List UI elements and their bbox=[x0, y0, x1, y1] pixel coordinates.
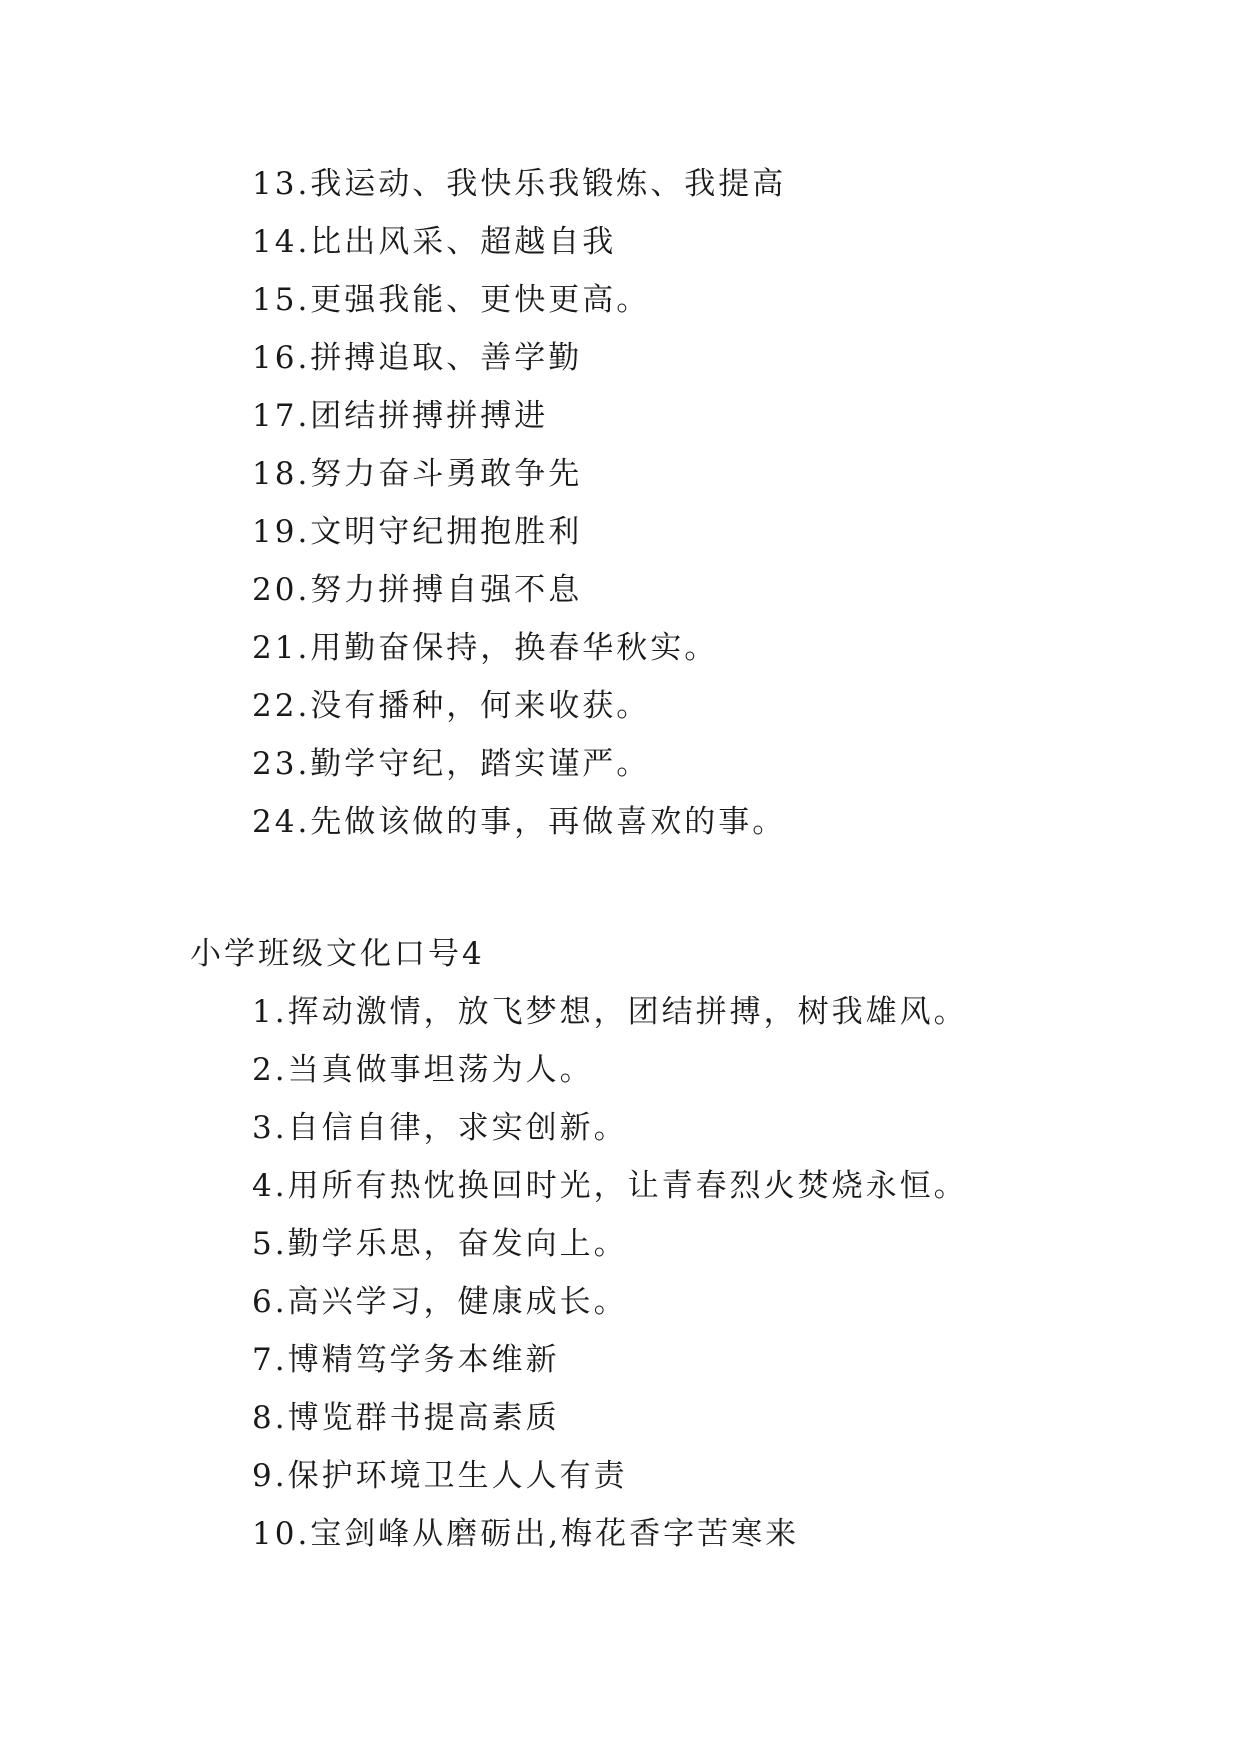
list-item: 24.先做该做的事，再做喜欢的事。 bbox=[252, 804, 787, 840]
list-item: 8.博览群书提高素质 bbox=[252, 1400, 560, 1436]
list-item: 2.当真做事坦荡为人。 bbox=[252, 1052, 594, 1088]
section-heading: 小学班级文化口号4 bbox=[190, 936, 485, 972]
list-item: 13.我运动、我快乐我锻炼、我提高 bbox=[252, 166, 787, 202]
list-item: 18.努力奋斗勇敢争先 bbox=[252, 456, 583, 492]
slogan-list bbox=[0, 983, 1241, 1563]
list-item: 6.高兴学习，健康成长。 bbox=[252, 1284, 628, 1320]
list-item: 15.更强我能、更快更高。 bbox=[252, 282, 651, 318]
list-item: 23.勤学守纪，踏实谨严。 bbox=[252, 746, 651, 782]
list-item: 21.用勤奋保持，换春华秋实。 bbox=[252, 630, 719, 666]
list-item: 17.团结拼搏拼搏进 bbox=[252, 398, 549, 434]
list-item: 10.宝剑峰从磨砺出,梅花香字苦寒来 bbox=[252, 1516, 800, 1552]
list-item: 3.自信自律，求实创新。 bbox=[252, 1110, 628, 1146]
list-item: 22.没有播种，何来收获。 bbox=[252, 688, 651, 724]
list-item: 14.比出风采、超越自我 bbox=[252, 224, 617, 260]
list-item: 1.挥动激情，放飞梦想，团结拼搏，树我雄风。 bbox=[252, 994, 968, 1030]
list-item: 4.用所有热忱换回时光，让青春烈火焚烧永恒。 bbox=[252, 1168, 968, 1204]
list-item: 20.努力拼搏自强不息 bbox=[252, 572, 583, 608]
list-item: 19.文明守纪拥抱胜利 bbox=[252, 514, 583, 550]
list-item: 16.拼搏追取、善学勤 bbox=[252, 340, 583, 376]
list-item: 9.保护环境卫生人人有责 bbox=[252, 1458, 628, 1494]
list-item: 7.博精笃学务本维新 bbox=[252, 1342, 560, 1378]
list-item: 5.勤学乐思，奋发向上。 bbox=[252, 1226, 628, 1262]
slogan-list-continued bbox=[0, 155, 1241, 851]
